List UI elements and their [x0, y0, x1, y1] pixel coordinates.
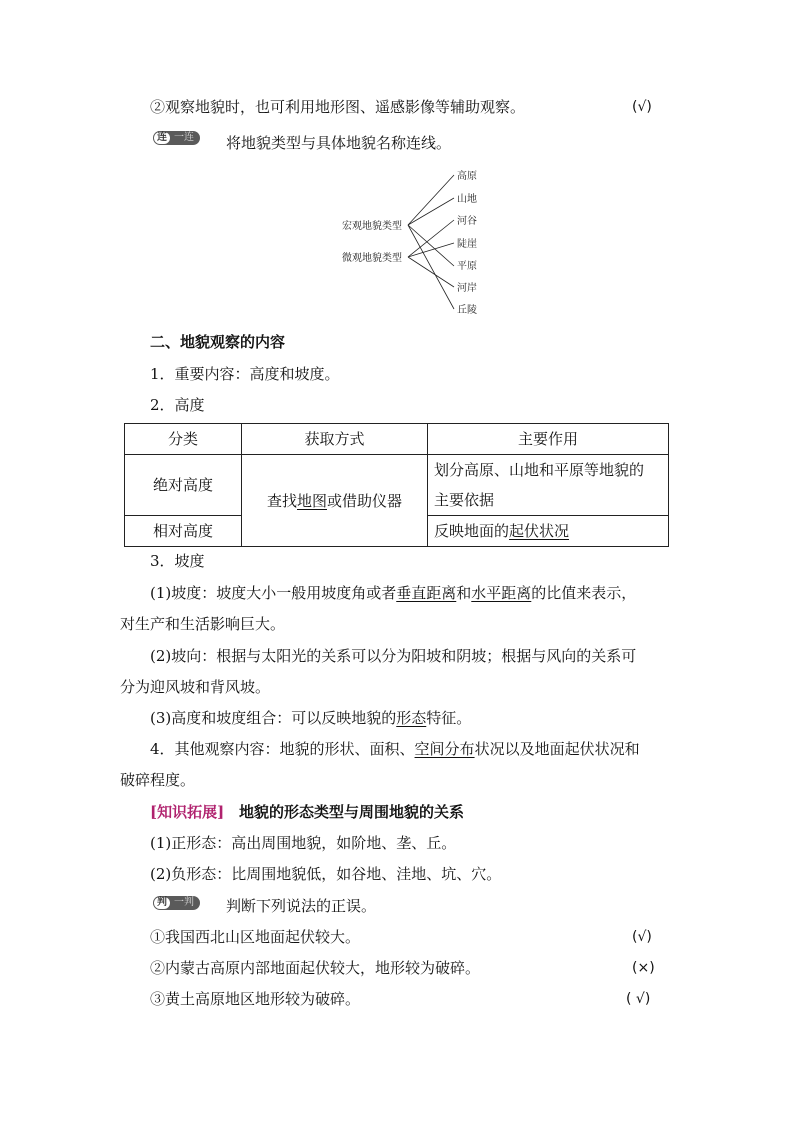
knowledge-tag: [知识拓展]: [150, 803, 225, 821]
landform-mountain: 山地: [457, 194, 477, 205]
relative-height-effect: 反映地面的起伏状况: [428, 516, 669, 547]
judge-instruction: 判断下列说法的正误。: [226, 897, 377, 915]
judge-badge: [153, 896, 200, 910]
knowledge-p1: (1)正形态：高出周围地貌，如阶地、垄、丘。: [150, 834, 457, 852]
header-effect: 主要作用: [428, 424, 669, 455]
badge-rest: 一连: [174, 132, 194, 143]
landform-plateau: 高原: [457, 171, 477, 182]
macro-landform-label: 宏观地貌类型: [342, 221, 402, 232]
section-heading: 二、地貌观察的内容: [150, 333, 286, 351]
judge-item-3: ③黄土高原地区地形较为破碎。: [150, 990, 361, 1008]
landform-riverbank: 河岸: [457, 283, 477, 294]
slope-p3: (3)高度和坡度组合：可以反映地貌的形态特征。: [150, 709, 472, 727]
landform-cliff: 陡崖: [457, 239, 477, 250]
knowledge-p2: (2)负形态：比周围地貌低，如谷地、洼地、坑、穴。: [150, 865, 502, 883]
knowledge-heading: [150, 802, 464, 822]
item-1: 1．重要内容：高度和坡度。: [150, 365, 340, 383]
header-method: 获取方式: [242, 424, 428, 455]
judge-mark-1: (√): [632, 929, 652, 945]
slope-p1: (1)坡度：坡度大小一般用坡度角或者垂直距离和水平距离的比值来表示，: [150, 584, 637, 602]
landform-hills: 丘陵: [457, 305, 477, 316]
relative-height-cell: 相对高度: [125, 516, 242, 547]
slope-p2: (2)坡向：根据与太阳光的关系可以分为阳坡和阴坡；根据与风向的关系可: [150, 647, 637, 665]
slope-p1-cont: 对生产和生活影响巨大。: [120, 615, 286, 633]
slope-p2-cont: 分为迎风坡和背风坡。: [120, 678, 271, 696]
absolute-height-effect: 划分高原、山地和平原等地貌的 主要依据: [428, 455, 669, 516]
matching-diagram: [330, 162, 490, 320]
method-cell: 查找地图或借助仪器: [242, 455, 428, 547]
knowledge-title: 地貌的形态类型与周围地貌的关系: [238, 803, 464, 821]
badge-key: 判: [154, 897, 170, 909]
height-table: [124, 423, 669, 547]
observation-note: ②观察地貌时，也可利用地形图、遥感影像等辅助观察。: [150, 98, 526, 116]
answer-mark: (√): [632, 99, 652, 115]
landform-plain: 平原: [457, 261, 477, 272]
micro-landform-label: 微观地貌类型: [342, 253, 402, 264]
judge-item-1: ①我国西北山区地面起伏较大。: [150, 928, 361, 946]
link-badge: [153, 131, 200, 145]
item-4-cont: 破碎程度。: [120, 771, 196, 789]
table-header-row: [125, 424, 669, 455]
badge-rest: 一判: [174, 897, 194, 908]
judge-mark-3: ( √): [626, 991, 651, 1007]
connection-lines: [408, 175, 454, 309]
header-category: 分类: [125, 424, 242, 455]
badge-key: 连: [154, 132, 170, 144]
item-4: 4．其他观察内容：地貌的形状、面积、空间分布状况以及地面起伏状况和: [150, 740, 640, 758]
item-2: 2．高度: [150, 396, 205, 414]
absolute-height-cell: 绝对高度: [125, 455, 242, 516]
link-instruction: 将地貌类型与具体地貌名称连线。: [226, 134, 452, 152]
table-row: [125, 455, 669, 516]
judge-mark-2: (×): [632, 960, 655, 976]
landform-valley: 河谷: [457, 216, 477, 227]
item-3: 3．坡度: [150, 552, 205, 570]
judge-item-2: ②内蒙古高原内部地面起伏较大，地形较为破碎。: [150, 959, 481, 977]
